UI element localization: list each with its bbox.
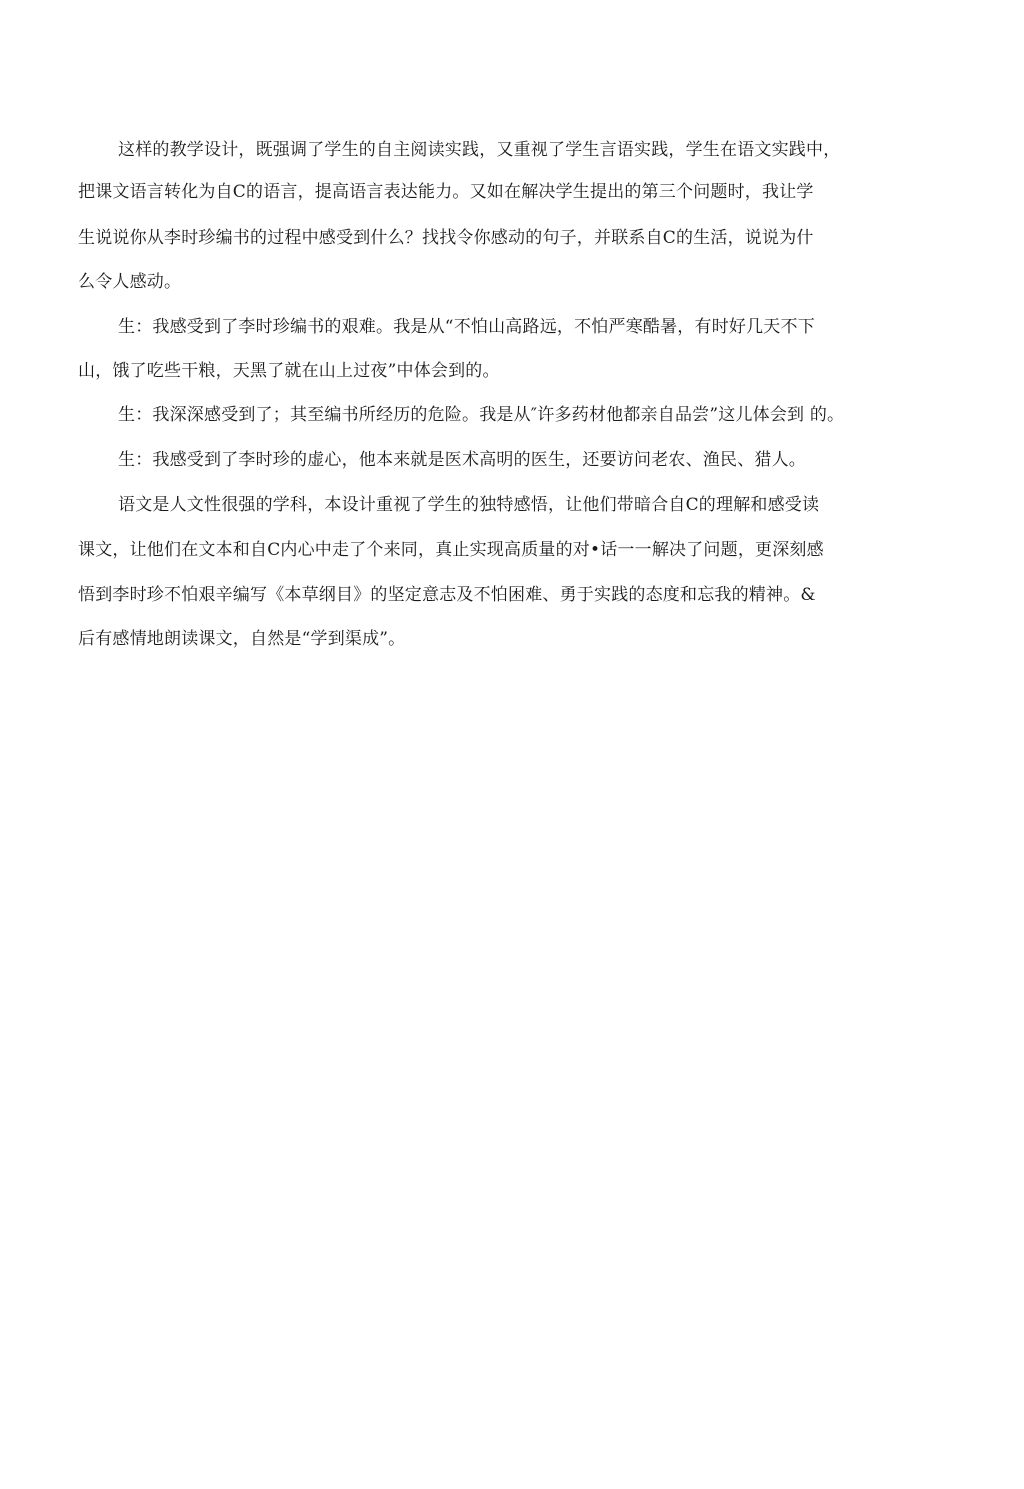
paragraph-5-line-3: 悟到李时珍不怕艰辛编写《本草纲目》的坚定意志及不怕困难、勇于实践的态度和忘我的精神。& <box>78 585 816 605</box>
paragraph-1-line-1: 这样的教学设计，既强调了学生的自主阅读实践，又重视了学生言语实践，学生在语文实践中， <box>118 140 841 160</box>
paragraph-2-line-2: 山，饿了吃些干粮，天黑了就在山上过夜”中体会到的。 <box>78 361 500 381</box>
paragraph-1-line-2: 把课文语言转化为自C的语言，提高语言表达能力。又如在解决学生提出的第三个问题时，我让学 <box>78 182 814 202</box>
paragraph-5-line-4: 后有感情地朗读课文，自然是“学到渠成”。 <box>78 629 406 649</box>
paragraph-3-line-1: 生：我深深感受到了；其至编书所经历的危险。我是从″许多药材他都亲自品尝”这儿体会到 的。 <box>118 405 845 425</box>
paragraph-2-line-1: 生：我感受到了李时珍编书的艰难。我是从“不怕山高路远，不怕严寒酷暑，有时好几天不下 <box>118 317 815 337</box>
paragraph-4-line-1: 生：我感受到了李时珍的虚心，他本来就是医术高明的医生，还要访问老农、渔民、猎人。 <box>118 450 806 470</box>
paragraph-1-line-3: 生说说你从李时珍编书的过程中感受到什么？找找令你感动的句子，并联系自C的生活，说说为什 <box>78 228 814 248</box>
paragraph-1-line-4: 么令人感动。 <box>78 272 182 292</box>
paragraph-5-line-2: 课文，让他们在文本和自C内心中走了个来同，真止实现高质量的对•话一一解决了问题，更深刻感 <box>78 540 824 560</box>
paragraph-5-line-1: 语文是人文性很强的学科，本设计重视了学生的独特感悟，让他们带暗合自C的理解和感受读 <box>118 495 820 515</box>
